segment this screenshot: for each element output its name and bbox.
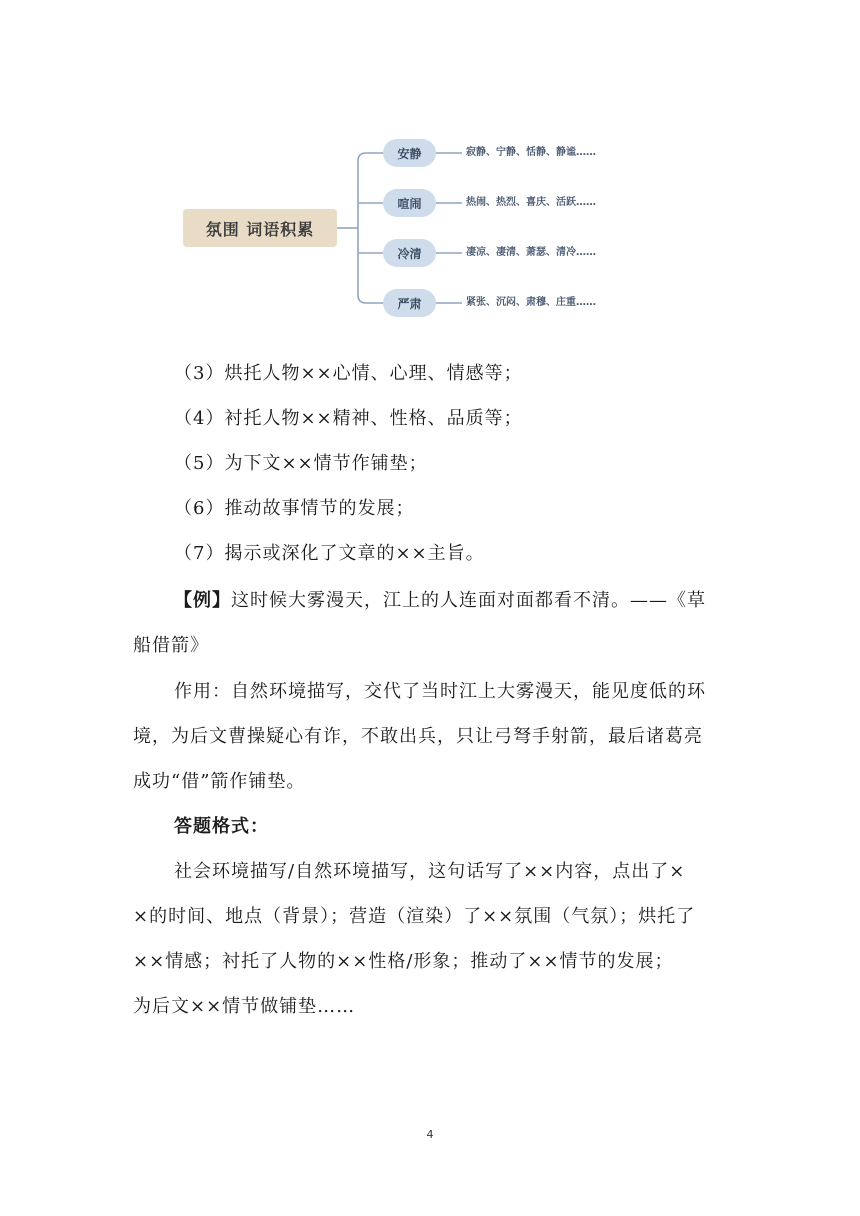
answer-format-paragraph: 社会环境描写/自然环境描写，这句话写了××内容，点出了×: [174, 861, 686, 882]
list-item: （5）为下文××情节作铺垫；: [174, 453, 428, 474]
mind-map-leaf-quiet: 寂静、宁静、恬静、静谧……: [466, 147, 596, 158]
mind-map-leaf-solemn: 紧张、沉闷、肃穆、庄重……: [466, 297, 596, 308]
effect-paragraph: 作用：自然环境描写，交代了当时江上大雾漫天，能见度低的环: [174, 681, 706, 702]
answer-format-paragraph-line: ×的时间、地点（背景）；营造（渲染）了××氛围（气氛）；烘托了: [133, 906, 696, 927]
mind-map: [170, 128, 630, 328]
example-label: 【例】: [174, 590, 231, 611]
list-item: （7）揭示或深化了文章的××主旨。: [174, 543, 485, 564]
mind-map-leaf-lively: 热闹、热烈、喜庆、活跃……: [466, 197, 596, 208]
mind-map-branch-lively: 喧闹: [383, 189, 436, 217]
effect-paragraph-line: 境，为后文曹操疑心有诈，不敢出兵，只让弓弩手射箭，最后诸葛亮: [133, 726, 703, 747]
list-item: （4）衬托人物××精神、性格、品质等；: [174, 408, 523, 429]
page-number: 4: [426, 1128, 434, 1141]
mind-map-leaf-desolate: 凄凉、凄清、萧瑟、清冷……: [466, 247, 596, 258]
effect-paragraph-line: 成功“借”箭作铺垫。: [133, 771, 306, 792]
mind-map-root: 氛围 词语积累: [183, 209, 337, 247]
mind-map-branch-solemn: 严肃: [383, 289, 436, 317]
example-text: 这时候大雾漫天，江上的人连面对面都看不清。——《草: [231, 590, 706, 611]
mind-map-branch-quiet: 安静: [383, 139, 436, 167]
example-paragraph: [174, 589, 774, 613]
answer-format-paragraph-line: 为后文××情节做铺垫……: [133, 996, 356, 1017]
answer-format-paragraph-line: ××情感；衬托了人物的××性格/形象；推动了××情节的发展；: [133, 951, 674, 972]
list-item: （6）推动故事情节的发展；: [174, 498, 415, 519]
mind-map-branch-desolate: 冷清: [383, 239, 436, 267]
example-text-continued: 船借箭》: [133, 635, 209, 656]
list-item: （3）烘托人物××心情、心理、情感等；: [174, 363, 523, 384]
answer-format-heading: 答题格式：: [174, 816, 269, 837]
